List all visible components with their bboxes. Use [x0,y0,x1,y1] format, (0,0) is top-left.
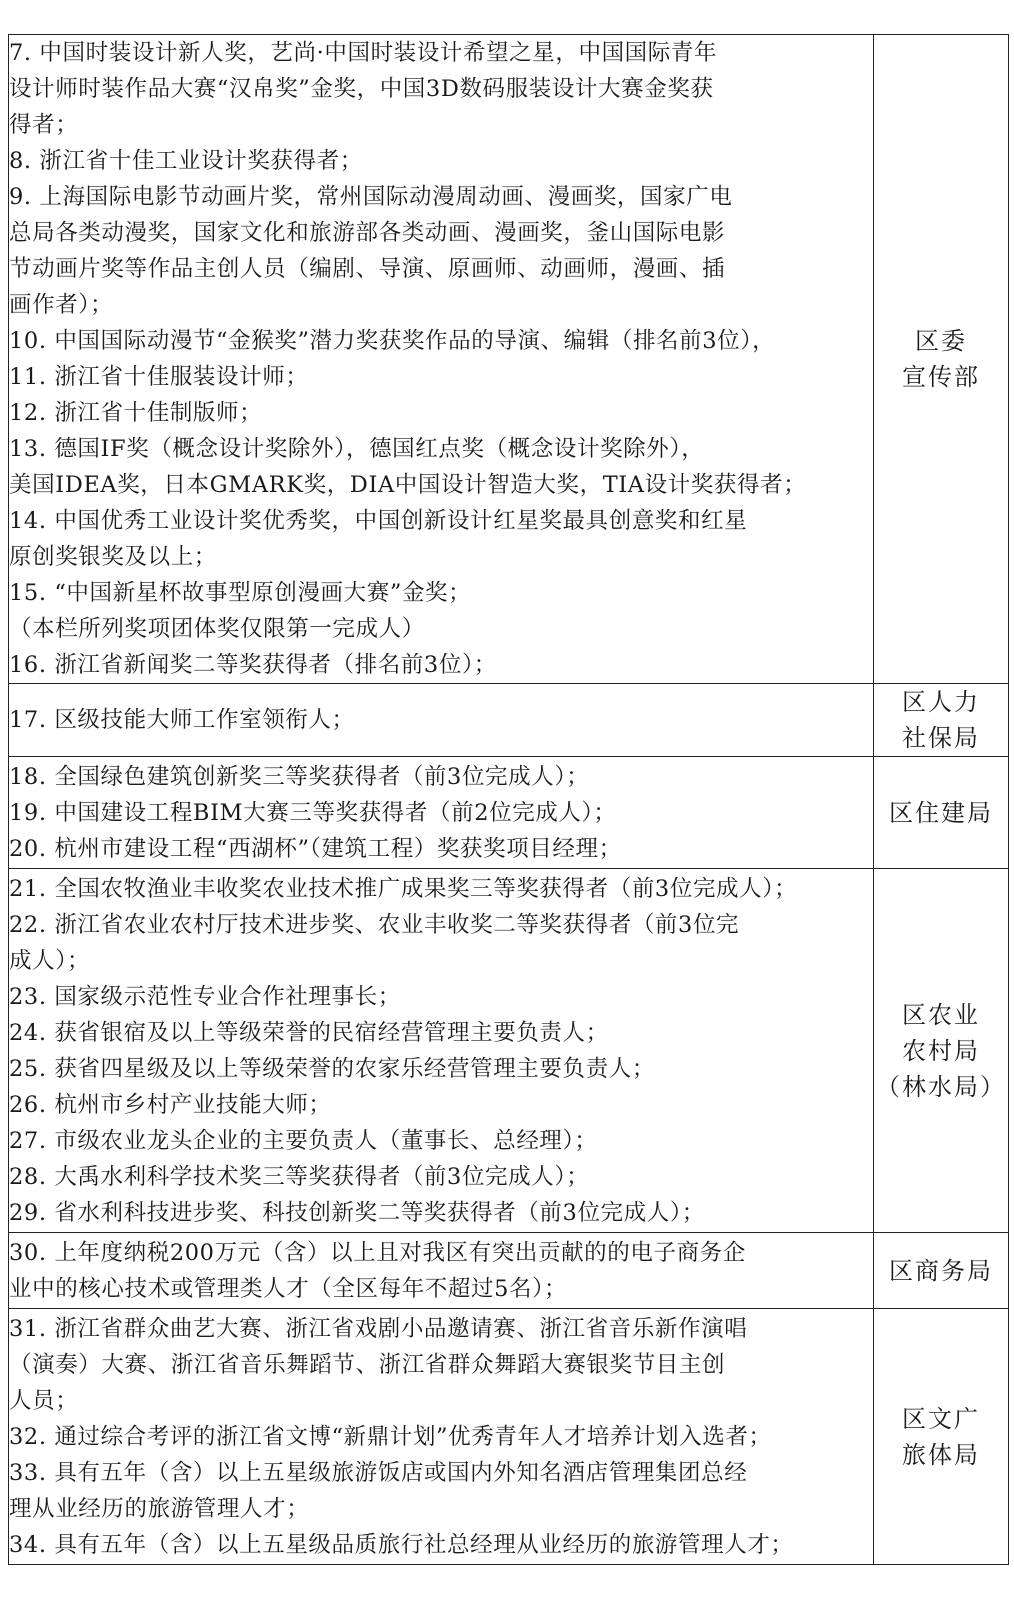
department-cell [874,1233,1009,1309]
award-list-cell [9,684,874,757]
award-line: 8. 浙江省十佳工业设计奖获得者； [9,148,363,174]
department-cell [874,1309,1009,1565]
award-line: 人员； [9,1387,79,1414]
table-row [9,684,1009,757]
award-line: 14. 中国优秀工业设计奖优秀奖，中国创新设计红星奖最具创意奖和红星 [9,508,748,534]
award-line: 得者； [9,112,79,138]
award-line: 画作者）； [9,292,114,318]
award-line: 17. 区级技能大师工作室领衔人； [9,707,355,733]
department-cell [874,684,1009,757]
award-line: 20. 杭州市建设工程“西湖杯”（建筑工程）奖获奖项目经理； [9,835,622,862]
department-cell [874,869,1009,1233]
department-name: 区委 [915,327,967,355]
award-line: 10. 中国国际动漫节“金猴奖”潜力奖获奖作品的导演、编辑（排名前3位）， [9,328,776,354]
department-name: 农村局 [902,1036,980,1065]
award-list-cell [9,1309,874,1565]
award-line: （演奏）大赛、浙江省音乐舞蹈节、浙江省群众舞蹈大赛银奖节目主创 [9,1351,726,1378]
award-line: 节动画片奖等作品主创人员（编剧、导演、原画师、动画师，漫画、插 [9,256,726,282]
award-line: 总局各类动漫奖，国家文化和旅游部各类动画、漫画奖，釜山国际电影 [9,220,726,246]
department-name: 社保局 [902,724,980,752]
award-line: 21. 全国农牧渔业丰收奖农业技术推广成果奖三等奖获得者（前3位完成人）； [9,875,798,902]
department-name: （林水局） [876,1072,1006,1101]
award-line: 理从业经历的旅游管理人才； [9,1495,310,1522]
department-name: 区文广 [902,1404,980,1433]
award-list-cell [9,1233,874,1309]
award-list-cell [9,35,874,684]
award-list-cell [9,869,874,1233]
award-line: 32. 通过综合考评的浙江省文博“新鼎计划”优秀青年人才培养计划入选者； [9,1423,772,1450]
department-cell [874,757,1009,869]
department-cell [874,35,1009,684]
department-name: 旅体局 [902,1440,980,1469]
award-line: 26. 杭州市乡村产业技能大师； [9,1091,332,1118]
table-row [9,1233,1009,1309]
award-line: （本栏所列奖项团体奖仅限第一完成人） [9,616,425,642]
award-line: 9. 上海国际电影节动画片奖，常州国际动漫周动画、漫画奖，国家广电 [9,184,733,210]
award-line: 22. 浙江省农业农村厅技术进步奖、农业丰收奖二等奖获得者（前3位完 [9,911,740,938]
award-line: 13. 德国IF奖（概念设计奖除外），德国红点奖（概念设计奖除外）， [9,436,705,462]
award-line: 16. 浙江省新闻奖二等奖获得者（排名前3位）； [9,652,497,678]
table-row [9,757,1009,869]
award-line: 23. 国家级示范性专业合作社理事长； [9,983,401,1010]
award-line: 25. 获省四星级及以上等级荣誉的农家乐经营管理主要负责人； [9,1055,655,1082]
award-line: 成人）； [9,947,91,974]
award-line: 15. “中国新星杯故事型原创漫画大赛”金奖； [9,580,472,606]
award-line: 18. 全国绿色建筑创新奖三等奖获得者（前3位完成人）； [9,763,590,790]
award-line: 31. 浙江省群众曲艺大赛、浙江省戏剧小品邀请赛、浙江省音乐新作演唱 [9,1315,748,1342]
award-list-cell [9,757,874,869]
award-line: 19. 中国建设工程BIM大赛三等奖获得者（前2位完成人）； [9,799,617,826]
award-line: 12. 浙江省十佳制版师； [9,400,263,426]
award-line: 28. 大禹水利科学技术奖三等奖获得者（前3位完成人）； [9,1163,590,1190]
award-line: 美国IDEA奖，日本GMARK奖，DIA中国设计智造大奖，TIA设计奖获得者； [9,472,807,498]
award-line: 11. 浙江省十佳服装设计师； [9,364,309,390]
award-line: 24. 获省银宿及以上等级荣誉的民宿经营管理主要负责人； [9,1019,609,1046]
award-line: 7. 中国时装设计新人奖，艺尚·中国时装设计希望之星，中国国际青年 [9,40,718,66]
table-row [9,1309,1009,1565]
award-line: 30. 上年度纳税200万元（含）以上且对我区有突出贡献的的电子商务企 [9,1239,746,1266]
award-line: 27. 市级农业龙头企业的主要负责人（董事长、总经理）； [9,1127,598,1154]
award-line: 设计师时装作品大赛“汉帛奖”金奖，中国3D数码服装设计大赛金奖获 [9,76,714,102]
department-name: 区商务局 [889,1256,993,1285]
department-name: 宣传部 [902,363,980,391]
award-line: 原创奖银奖及以上； [9,544,217,570]
award-line: 29. 省水利科技进步奖、科技创新奖二等奖获得者（前3位完成人）； [9,1199,705,1226]
table-row [9,869,1009,1233]
award-line: 业中的核心技术或管理类人才（全区每年不超过5名）； [9,1275,568,1302]
department-name: 区住建局 [889,798,993,827]
department-name: 区农业 [902,1000,980,1029]
table-row [9,35,1009,684]
award-table [8,34,1009,1565]
award-line: 33. 具有五年（含）以上五星级旅游饭店或国内外知名酒店管理集团总经 [9,1459,748,1486]
award-line: 34. 具有五年（含）以上五星级品质旅行社总经理从业经历的旅游管理人才； [9,1531,794,1558]
department-name: 区人力 [902,688,980,716]
